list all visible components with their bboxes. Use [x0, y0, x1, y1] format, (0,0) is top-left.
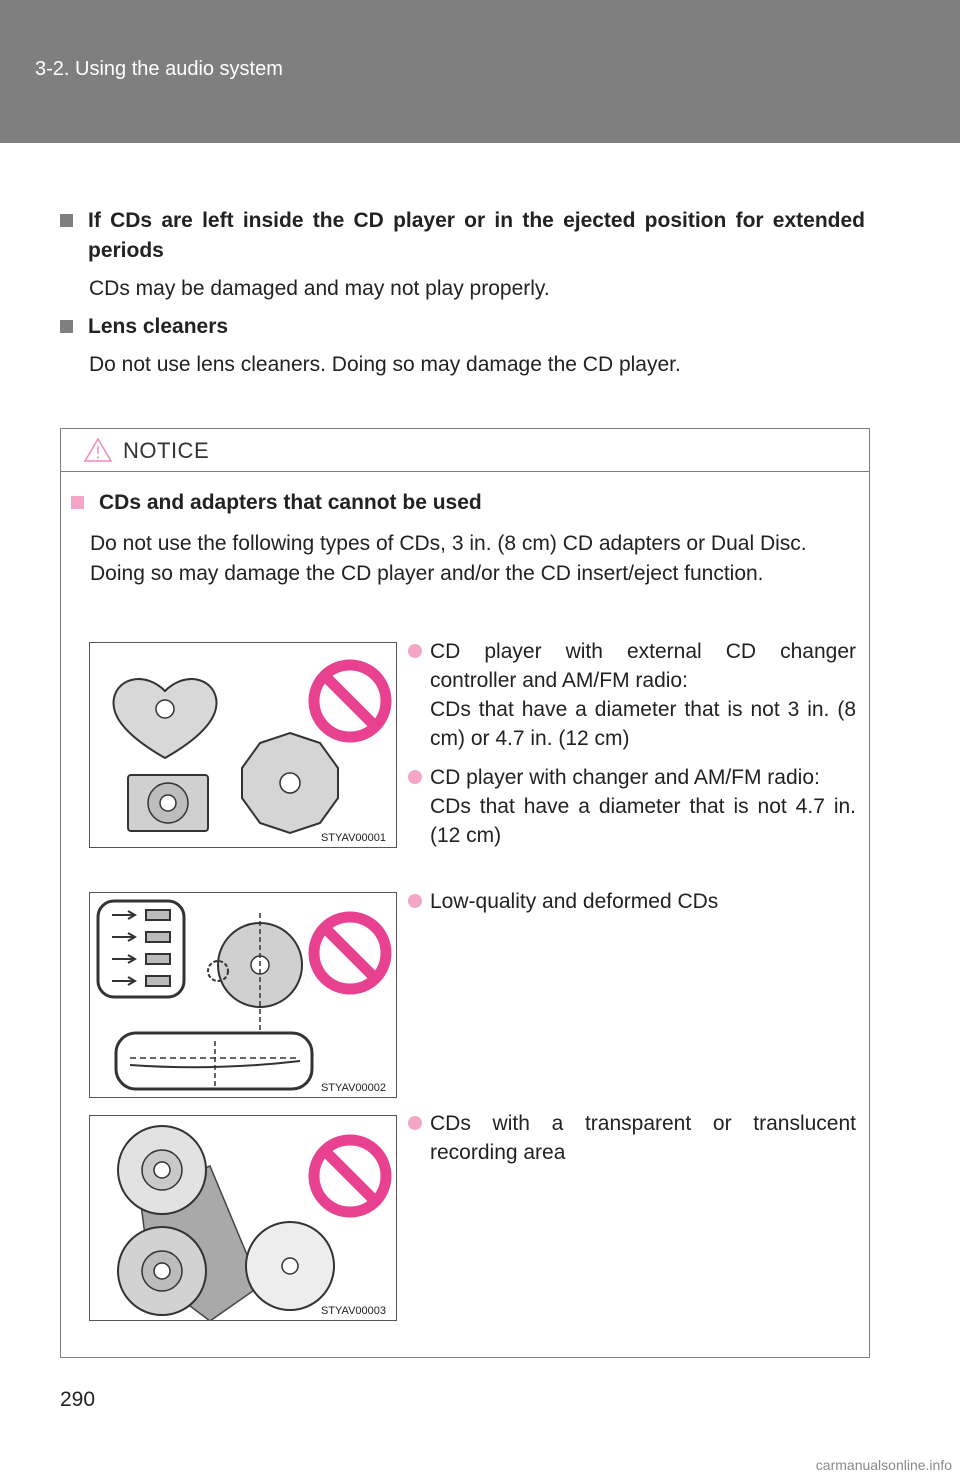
- bullet-item: [408, 637, 856, 753]
- figure-code: STYAV00002: [320, 1082, 386, 1094]
- notice-title: NOTICE: [123, 438, 210, 463]
- bullet-text: Low-quality and deformed CDs: [430, 890, 719, 913]
- section-title: 3-2. Using the audio system: [35, 58, 283, 80]
- figure-code: STYAV00001: [320, 832, 386, 844]
- notice-para-line: Doing so may damage the CD player and/or the CD insert/eject function.: [90, 562, 764, 585]
- item-heading: [60, 206, 865, 266]
- notice-heading: [71, 491, 482, 515]
- square-bullet-icon: [71, 496, 89, 515]
- odd-shaped-cds-illustration: [90, 643, 396, 847]
- bullet-item: [408, 763, 856, 850]
- heading-text: Lens cleaners: [88, 315, 229, 338]
- main-content: [60, 206, 865, 380]
- figure-code: STYAV00003: [320, 1305, 386, 1317]
- square-bullet-icon: [60, 214, 78, 266]
- bullet-text: CD player with changer and AM/FM radio: CDs that have a diameter that is not 4.7 in. (12 cm): [430, 766, 856, 847]
- square-bullet-icon: [60, 320, 78, 342]
- bullet-item: [408, 887, 856, 916]
- notice-para-line: Do not use the following types of CDs, 3 in. (8 cm) CD adapters or Dual Disc.: [90, 532, 807, 555]
- circle-bullet-icon: [408, 770, 422, 784]
- circle-bullet-icon: [408, 894, 422, 908]
- page-number: 290: [60, 1388, 96, 1411]
- figure-transparent-cds: [89, 1115, 397, 1321]
- bullet-text: CDs with a transparent or translucent recording area: [430, 1112, 856, 1164]
- notice-paragraph: [90, 529, 858, 589]
- circle-bullet-icon: [408, 644, 422, 658]
- heading-text: If CDs are left inside the CD player or in the ejected position for extended periods: [88, 209, 865, 262]
- page-header: [0, 0, 960, 143]
- notice-heading-text: CDs and adapters that cannot be used: [99, 491, 482, 514]
- figure-deformed-cds: [89, 892, 397, 1098]
- bullet-text: CD player with external CD changer controller and AM/FM radio: CDs that have a diameter that is not 3 in. (8 cm) or 4.7 in. (12 cm): [430, 640, 856, 750]
- watermark: carmanualsonline.info: [815, 1457, 952, 1473]
- item-heading: [60, 312, 865, 342]
- notice-header: [61, 429, 869, 472]
- warning-triangle-icon: [83, 437, 113, 463]
- item-text: Do not use lens cleaners. Doing so may damage the CD player.: [89, 353, 681, 376]
- transparent-cds-illustration: [90, 1116, 396, 1320]
- circle-bullet-icon: [408, 1116, 422, 1130]
- item-text: CDs may be damaged and may not play properly.: [89, 277, 550, 300]
- deformed-cds-illustration: [90, 893, 396, 1097]
- bullet-item: [408, 1109, 856, 1167]
- figure-odd-shaped-cds: [89, 642, 397, 848]
- notice-box: [60, 428, 870, 1358]
